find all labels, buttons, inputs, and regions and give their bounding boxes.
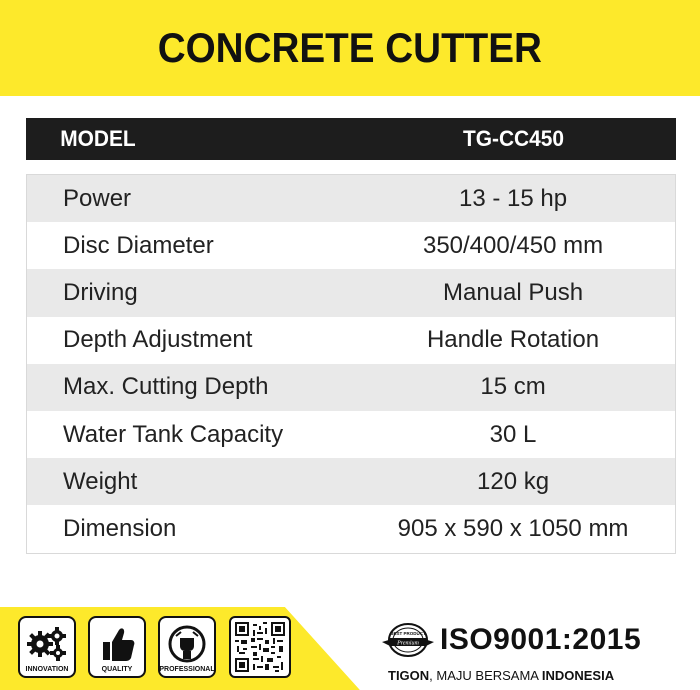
spec-label: Disc Diameter: [63, 231, 214, 259]
tagline-country: INDONESIA: [541, 668, 615, 683]
spec-value: 15 cm: [480, 373, 546, 401]
page-title: CONCRETE CUTTER: [157, 24, 543, 71]
spec-value: 350/400/450 mm: [422, 231, 604, 259]
spec-label: Depth Adjustment: [63, 326, 253, 354]
table-row: [27, 505, 675, 552]
tagline-middle: , MAJU BERSAMA: [429, 668, 542, 683]
gears-icon: [25, 626, 69, 664]
spec-value: Handle Rotation: [426, 326, 600, 354]
table-row: [27, 317, 675, 364]
spec-label: Driving: [63, 278, 138, 306]
professional-label: PROFESSIONAL: [159, 666, 215, 673]
spec-label: Power: [63, 184, 132, 212]
spec-label: Weight: [63, 467, 138, 495]
quality-label: QUALITY: [101, 666, 133, 673]
spec-value: 13 - 15 hp: [458, 184, 568, 212]
iso-certification: [378, 620, 678, 660]
spec-label: Water Tank Capacity: [63, 420, 284, 448]
professional-badge: [158, 616, 216, 678]
spec-rows: [26, 174, 676, 554]
tagline-brand: TIGON: [388, 668, 430, 683]
best-product-seal-icon: [378, 620, 438, 660]
header-label: MODEL: [60, 126, 136, 151]
thumbs-up-icon: [97, 624, 137, 664]
innovation-label: INNOVATION: [25, 666, 69, 673]
quality-badge: [88, 616, 146, 678]
spec-table: [26, 118, 676, 554]
header-value: TG-CC450: [462, 126, 565, 151]
table-row: [27, 411, 675, 458]
spec-value: Manual Push: [442, 278, 584, 306]
qr-code-icon: [235, 622, 285, 672]
innovation-badge: [18, 616, 76, 678]
seal-text-premium: Premium: [397, 640, 419, 647]
spec-label: Dimension: [63, 514, 177, 542]
spec-value: 905 x 590 x 1050 mm: [397, 514, 629, 542]
table-row: [27, 175, 675, 222]
seal-text: BEST PRODUCT: [390, 631, 426, 636]
qr-code[interactable]: [229, 616, 291, 678]
table-row: [27, 269, 675, 316]
spec-label: Max. Cutting Depth: [63, 373, 269, 401]
table-header: [26, 118, 676, 160]
table-row: [27, 364, 675, 411]
title-banner: [0, 0, 700, 96]
tagline: [388, 668, 614, 683]
table-row: [27, 458, 675, 505]
spec-value: 120 kg: [477, 467, 550, 495]
spec-value: 30 L: [489, 420, 537, 448]
fist-icon: [167, 624, 207, 664]
iso-text: ISO9001:2015: [440, 623, 642, 656]
table-row: [27, 222, 675, 269]
